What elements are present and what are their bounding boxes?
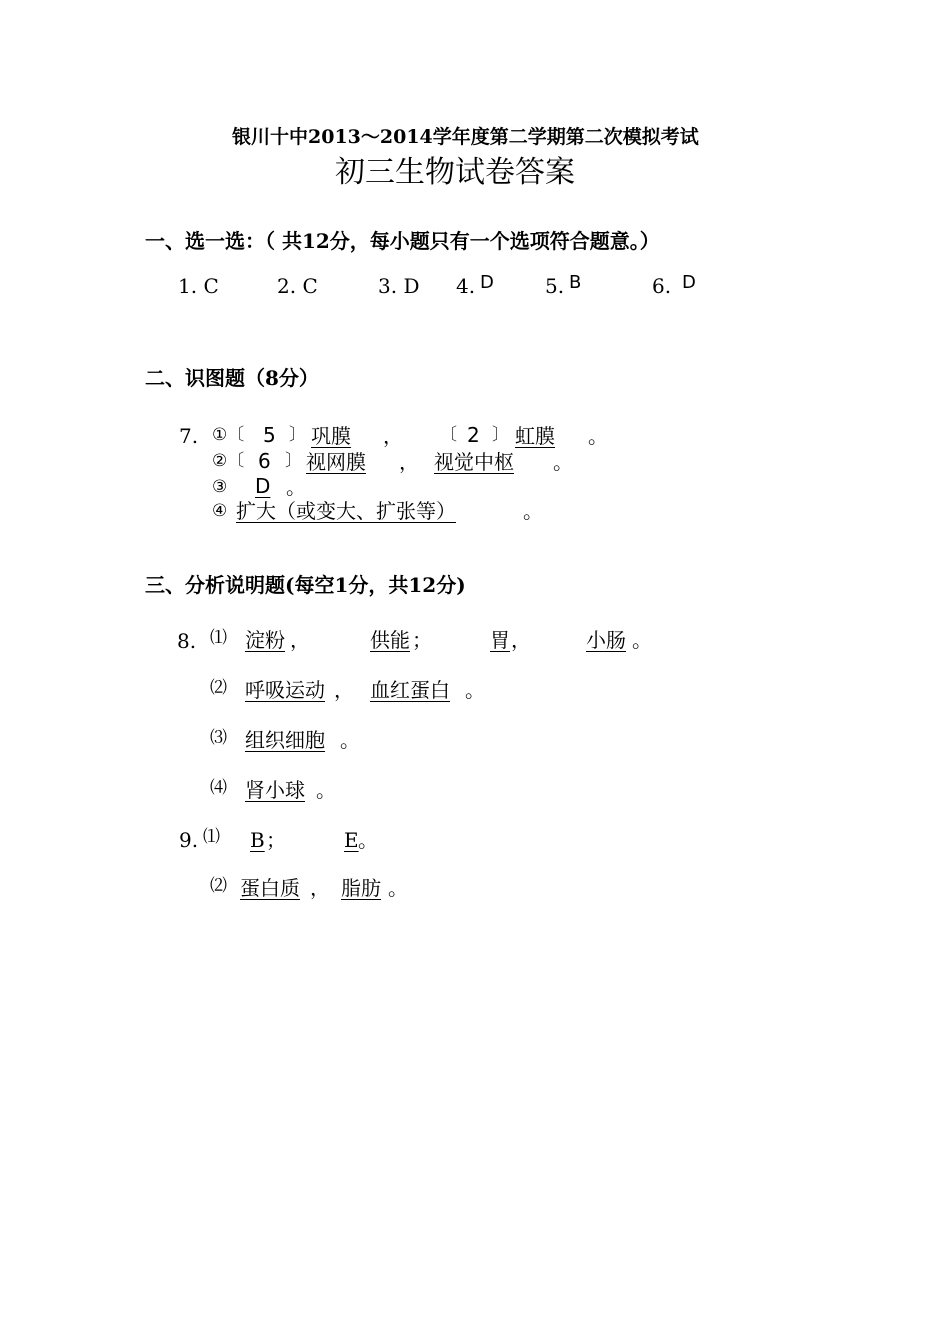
q7-l1-mark: ①〔 [212, 425, 245, 445]
q8-part-3: ⑶ [210, 728, 227, 748]
q7-answer-retina: 视网膜 [306, 450, 366, 474]
q7-answer-sclera: 巩膜 [311, 424, 351, 448]
q8-sep-2: ； [412, 628, 432, 652]
section-3-heading: 三、分析说明题(每空1分，共12分) [145, 573, 466, 597]
answer-3: 3. D [378, 274, 420, 298]
answer-5-letter: B [569, 272, 582, 293]
q7-l3-end: 。 [286, 475, 306, 499]
q7-l4-mark: ④ [212, 501, 228, 521]
q9-part-2: ⑵ [210, 876, 227, 896]
q8-sep-4: ， [334, 678, 354, 702]
q8-sep-3: ， [511, 628, 531, 652]
q7-l2-end: 。 [553, 450, 573, 474]
q8-answer-small-intestine: 小肠 [586, 628, 626, 652]
q7-l2-sep: ， [399, 450, 419, 474]
q8-end-1: 。 [632, 628, 652, 652]
q9-answer-b: B [250, 828, 265, 852]
q7-l1-close: 〕 [289, 425, 306, 445]
q7-answer-d: D [255, 474, 271, 498]
q8-part-1: ⑴ [210, 628, 227, 648]
answer-1: 1. C [178, 274, 219, 298]
q9-answer-e: E [344, 828, 359, 852]
q7-l2-number: 6 [258, 449, 271, 473]
q9-answer-protein: 蛋白质 [240, 876, 300, 900]
q9-end-1: 。 [358, 828, 378, 852]
q8-end-2: 。 [465, 678, 485, 702]
q8-answer-tissue-cells: 组织细胞 [245, 728, 325, 752]
q7-l3-mark: ③ [212, 477, 228, 497]
answer-5-num: 5. [545, 274, 565, 298]
q8-answer-glomerulus: 肾小球 [245, 778, 305, 802]
q9-answer-fat: 脂肪 [341, 876, 381, 900]
q7-l2-mark: ②〔 [212, 451, 245, 471]
q7-answer-iris: 虹膜 [515, 424, 555, 448]
q9-part-1: ⑴ [203, 827, 220, 847]
q7-l1-close2: 〕 [492, 425, 509, 445]
q7-answer-dilate: 扩大（或变大、扩张等） [236, 499, 456, 523]
page-title: 初三生物试卷答案 [335, 155, 575, 190]
q8-number: 8. [177, 629, 197, 653]
exam-subtitle: 银川十中2013～2014学年度第二学期第二次模拟考试 [232, 126, 699, 148]
q8-part-2: ⑵ [210, 678, 227, 698]
q8-end-4: 。 [316, 778, 336, 802]
q7-l1-open2: 〔 [440, 425, 457, 445]
answer-2: 2. C [277, 274, 318, 298]
q8-part-4: ⑷ [210, 778, 227, 798]
answer-6-num: 6. [652, 274, 672, 298]
q8-end-3: 。 [340, 728, 360, 752]
q7-l1-number-b: 2 [467, 423, 480, 447]
q7-l2-close: 〕 [285, 451, 302, 471]
q8-answer-hemoglobin: 血红蛋白 [370, 678, 450, 702]
q8-sep-1: ， [290, 628, 310, 652]
q8-answer-breathing: 呼吸运动 [245, 678, 325, 702]
q7-answer-visual-center: 视觉中枢 [434, 450, 514, 474]
answer-4-letter: D [480, 272, 494, 293]
q8-answer-starch: 淀粉 [245, 628, 285, 652]
q7-number: 7. [179, 424, 199, 448]
q8-answer-stomach: 胃 [490, 628, 510, 652]
q7-l1-end: 。 [588, 424, 608, 448]
q9-sep-2: ， [310, 876, 330, 900]
section-1-heading: 一、选一选：（ 共12分，每小题只有一个选项符合题意。） [145, 229, 660, 253]
answer-4-num: 4. [456, 274, 476, 298]
q8-answer-energy: 供能 [370, 628, 410, 652]
q9-end-2: 。 [388, 876, 408, 900]
q7-l4-end: 。 [523, 499, 543, 523]
answer-6-letter: D [682, 272, 696, 293]
q7-l1-sep: ， [383, 424, 403, 448]
q9-sep-1: ； [266, 828, 286, 852]
q9-number: 9. [179, 828, 199, 852]
q7-l1-number-a: 5 [263, 423, 276, 447]
section-2-heading: 二、识图题（8分） [145, 366, 319, 390]
